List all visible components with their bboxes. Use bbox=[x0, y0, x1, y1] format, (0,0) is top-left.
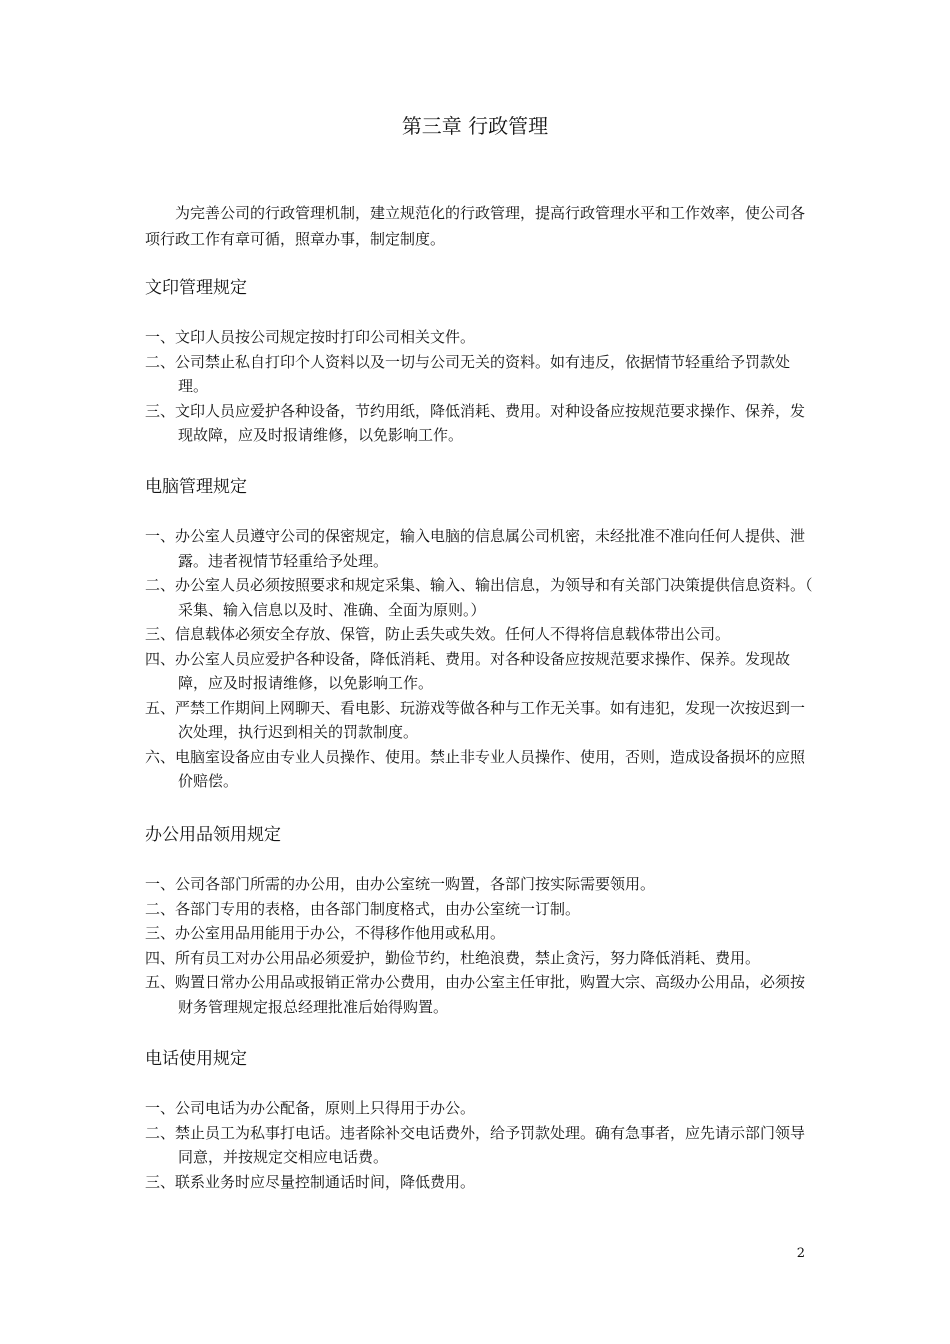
list-item: 三、联系业务时应尽量控制通话时间，降低费用。 bbox=[145, 1172, 476, 1191]
list-item: 一、办公室人员遵守公司的保密规定，输入电脑的信息属公司机密，未经批准不准向任何人提供、泄露。违者视情节轻重给予处理。 bbox=[145, 527, 806, 570]
list-item: 四、所有员工对办公用品必须爱护，勤俭节约，杜绝浪费，禁止贪污，努力降低消耗、费用。 bbox=[145, 948, 761, 967]
section-list-telephone bbox=[145, 1096, 815, 1194]
section-list-computer bbox=[145, 524, 815, 794]
section-heading-office-supplies: 办公用品领用规定 bbox=[145, 825, 281, 845]
list-item: 二、办公室人员必须按照要求和规定采集、输入、输出信息，为领导和有关部门决策提供信息资料。（ 采集、输入信息以及时、准确、全面为原则。） bbox=[145, 576, 813, 619]
list-item: 五、购置日常办公用品或报销正常办公费用，由办公室主任审批，购置大宗、高级办公用品，必须按财务管理规定报总经理批准后始得购置。 bbox=[145, 973, 806, 1016]
section-heading-printing: 文印管理规定 bbox=[145, 278, 247, 298]
section-heading-telephone: 电话使用规定 bbox=[145, 1049, 247, 1069]
list-item: 三、信息载体必须安全存放、保管，防止丢失或失效。任何人不得将信息载体带出公司。 bbox=[145, 625, 731, 643]
section-list-printing bbox=[145, 325, 815, 448]
section-heading-computer: 电脑管理规定 bbox=[145, 477, 247, 497]
list-item: 六、电脑室设备应由专业人员操作、使用。禁止非专业人员操作、使用，否则，造成设备损坏的应照价赔偿。 bbox=[145, 747, 806, 790]
list-item: 一、文印人员按公司规定按时打印公司相关文件。 bbox=[145, 328, 476, 346]
list-item: 三、文印人员应爱护各种设备，节约用纸，降低消耗、费用。对种设备应按规范要求操作、保养，发现故障，应及时报请维修，以免影响工作。 bbox=[145, 401, 806, 444]
intro-paragraph bbox=[145, 200, 815, 252]
section-list-office-supplies bbox=[145, 872, 815, 1019]
list-item: 四、办公室人员应爱护各种设备，降低消耗、费用。对各种设备应按规范要求操作、保养。发现故障，应及时报请维修，以免影响工作。 bbox=[145, 649, 791, 692]
list-item: 二、禁止员工为私事打电话。违者除补交电话费外，给予罚款处理。确有急事者，应先请示部门领导同意，并按规定交相应电话费。 bbox=[145, 1123, 806, 1166]
list-item: 三、办公室用品用能用于办公，不得移作他用或私用。 bbox=[145, 924, 506, 942]
list-item: 一、公司各部门所需的办公用，由办公室统一购置，各部门按实际需要领用。 bbox=[145, 875, 656, 893]
list-item: 二、各部门专用的表格，由各部门制度格式，由办公室统一订制。 bbox=[145, 899, 581, 918]
page-number: 2 bbox=[796, 1246, 805, 1261]
list-item: 二、公司禁止私自打印个人资料以及一切与公司无关的资料。如有违反，依据情节轻重给予罚款处理。 bbox=[145, 352, 791, 395]
list-item: 五、严禁工作期间上网聊天、看电影、玩游戏等做各种与工作无关事。如有违犯，发现一次按迟到一次处理，执行迟到相关的罚款制度。 bbox=[145, 698, 806, 741]
intro-text: 为完善公司的行政管理机制，建立规范化的行政管理，提高行政管理水平和工作效率，使公司各项行政工作有章可循，照章办事，制定制度。 bbox=[145, 204, 806, 248]
list-item: 一、公司电话为办公配备，原则上只得用于办公。 bbox=[145, 1099, 476, 1117]
page-title: 第三章 行政管理 bbox=[401, 114, 549, 138]
